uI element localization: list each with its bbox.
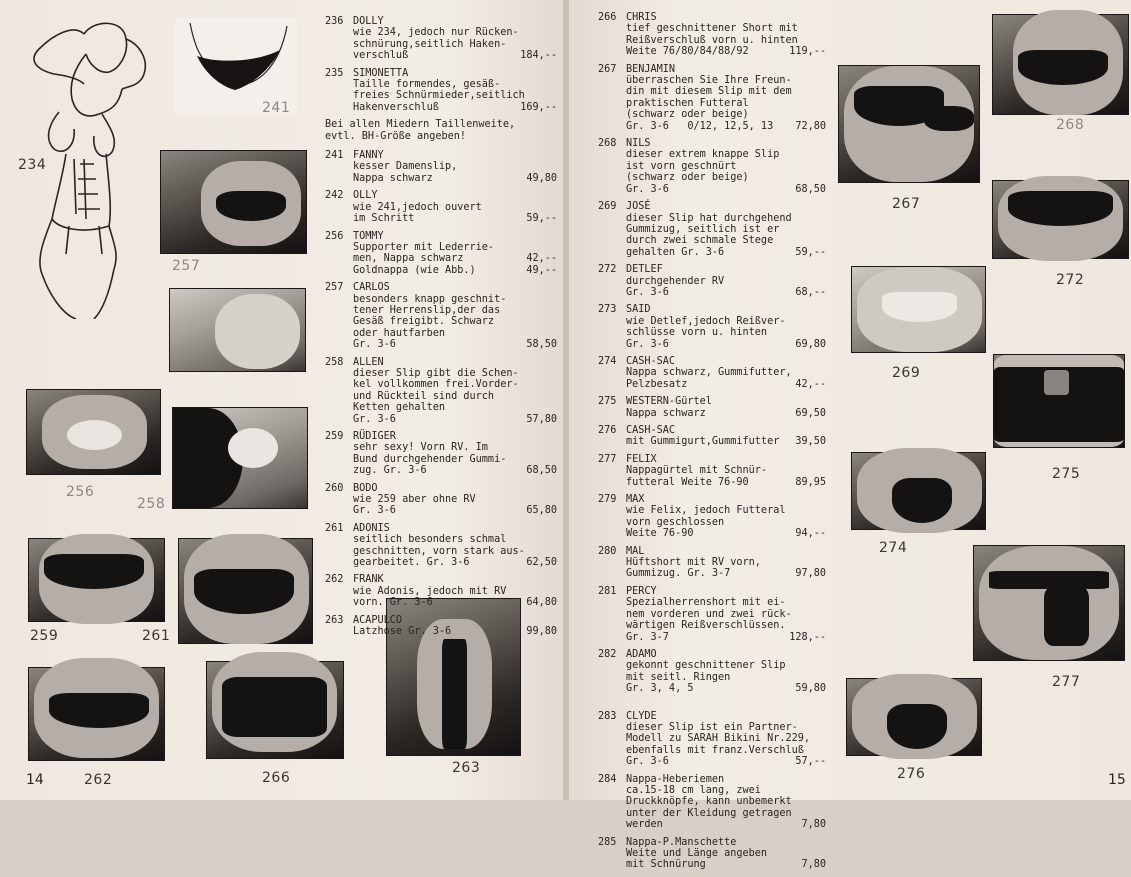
figure-label-272: 272: [1056, 272, 1085, 288]
entry-number: 280: [598, 545, 617, 557]
entry-description-line: dieser Slip ist ein Partner-: [626, 721, 798, 733]
catalog-entry: [325, 523, 557, 569]
entry-price: 57,--: [795, 756, 826, 768]
photo-256: [26, 389, 161, 475]
entry-description-line: (schwarz oder beige): [626, 172, 749, 184]
figure-label-277: 277: [1052, 674, 1081, 690]
entry-description-line: Gesäß freigibt. Schwarz: [353, 316, 495, 328]
page-number-right: 15: [1108, 772, 1126, 788]
entry-name: Nappa-P.Manschette: [626, 836, 737, 848]
entry-size-line: Gr. 3-6: [353, 339, 396, 351]
catalog-entry: [598, 138, 826, 195]
entry-name: PERCY: [626, 585, 657, 597]
entry-price: 64,80: [526, 597, 557, 609]
entry-number: 276: [598, 425, 617, 436]
catalog-entry: [598, 494, 826, 540]
entry-number: 277: [598, 453, 617, 465]
entry-size-line: Gr. 3-6 0/12, 12,5, 13: [626, 120, 774, 132]
entry-number: 257: [325, 282, 344, 294]
entry-price: 94,--: [795, 528, 826, 540]
figure-label-259: 259: [30, 628, 59, 644]
figure-label-276: 276: [897, 766, 926, 782]
entry-name: CLYDE: [626, 710, 657, 722]
entry-name: ADONIS: [353, 522, 390, 534]
entry-price: 58,50: [526, 339, 557, 351]
entry-price: 69,80: [795, 338, 826, 350]
entry-name: SAID: [626, 304, 651, 316]
photo-276: [846, 678, 982, 756]
entry-price: 62,50: [526, 557, 557, 569]
entry-price: 59,--: [795, 246, 826, 258]
photo-241: [175, 18, 297, 113]
catalog-entry: [325, 282, 557, 350]
entry-name: FRANK: [353, 574, 384, 586]
catalog-entry: [325, 150, 557, 184]
entry-description-line: tief geschnittener Short mit: [626, 23, 798, 35]
catalog-entry: [598, 396, 826, 419]
entry-description-line: kesser Damenslip,: [353, 161, 458, 173]
entry-price: 7,80: [801, 819, 826, 831]
entry-number: 266: [598, 12, 617, 23]
entry-size-line: gearbeitet. Gr. 3-6: [353, 557, 470, 569]
left-catalog-column: [325, 16, 557, 644]
sizing-note: Bei allen Miedern Taillenweite, evtl. BH-Größe angeben!: [325, 119, 516, 142]
figure-label-275: 275: [1052, 466, 1081, 482]
catalog-entry: [325, 615, 557, 638]
entry-number: 261: [325, 522, 344, 534]
entry-size-line: Gr. 3-6: [353, 505, 396, 517]
entry-number: 279: [598, 494, 617, 506]
entry-name: MAX: [626, 494, 645, 506]
entry-number: 273: [598, 304, 617, 316]
entry-description-line: Nappa schwarz, Gummifutter,: [626, 367, 792, 379]
entry-price: 128,--: [789, 631, 826, 643]
entry-description-line: besonders knapp geschnit-: [353, 293, 507, 305]
entry-description-line: (schwarz oder beige): [626, 109, 749, 121]
entry-description-line: Nappagürtel mit Schnür-: [626, 465, 768, 477]
catalog-entry: [598, 304, 826, 350]
figure-label-261: 261: [142, 628, 171, 644]
catalog-entry: [598, 649, 826, 695]
entry-size-line: vorn. Gr. 3-6: [353, 597, 433, 609]
photo-272: [992, 180, 1129, 259]
catalog-entry: [598, 774, 826, 831]
entry-name: CASH-SAC: [626, 425, 676, 436]
entry-description-line: wie Adonis, jedoch mit RV: [353, 585, 507, 597]
entry-description-line: Ketten gehalten: [353, 402, 446, 414]
entry-price: 42,--: [526, 253, 557, 265]
catalog-entry: 236 DOLLY wie 234, jedoch nur Rücken- schnürung,seitlich Haken- verschluß 184,--: [325, 16, 557, 62]
photo-275: [993, 354, 1125, 448]
entry-number: 282: [598, 648, 617, 660]
entry-description-line: sehr sexy! Vorn RV. Im: [353, 442, 488, 454]
photo-277: [973, 545, 1125, 661]
entry-size-line: Goldnappa (wie Abb.): [353, 264, 476, 276]
catalog-entry: [598, 837, 826, 871]
entry-description-line: vorn geschlossen: [626, 516, 725, 528]
entry-description-line: ebenfalls mit franz.Verschluß: [626, 744, 804, 756]
entry-size-line: Gr. 3-6: [353, 413, 396, 425]
catalog-entry: [598, 201, 826, 258]
entry-name: DETLEF: [626, 264, 663, 276]
entry-size-line: Gummizug. Gr. 3-7: [626, 568, 731, 580]
entry-name: CARLOS: [353, 282, 390, 294]
entry-number: 241: [325, 150, 344, 162]
entry-description-line: Gummizug, seitlich ist er: [626, 223, 780, 235]
catalog-entry: [598, 356, 826, 390]
entry-name: OLLY: [353, 190, 378, 202]
entry-name: FANNY: [353, 150, 384, 162]
entry-price: 72,80: [795, 120, 826, 132]
entry-description-line: tener Herrenslip,der das: [353, 304, 501, 316]
entry-description-line: schlüsse vorn u. hinten: [626, 327, 768, 339]
entry-price: 68,--: [795, 286, 826, 298]
entry-size-line: werden: [626, 819, 663, 831]
catalog-entry: [598, 425, 826, 448]
entry-description-line: wie 259 aber ohne RV: [353, 494, 476, 506]
entry-description-line: nem vorderen und zwei rück-: [626, 608, 792, 620]
catalog-entry: [325, 483, 557, 517]
entry-number: 268: [598, 138, 617, 150]
entry-size-line: Latzhose Gr. 3-6: [353, 626, 452, 638]
entry-name: CHRIS: [626, 12, 657, 23]
photo-261: [178, 538, 313, 644]
entry-name: RÜDIGER: [353, 431, 396, 442]
entry-description-line: durchgehender RV: [626, 275, 725, 287]
entry-description-line: Druckknöpfe, kann unbemerkt: [626, 796, 792, 808]
figure-label-241: 241: [262, 100, 291, 116]
entry-size-line: Gr. 3-6: [626, 338, 669, 350]
entry-size-line: mit Schnürung: [626, 859, 706, 871]
entry-description-line: Supporter mit Lederrie-: [353, 241, 495, 253]
entry-size-line: Gr. 3-6: [626, 756, 669, 768]
entry-description-line: oder hautfarben: [353, 327, 446, 339]
catalog-entry: [325, 357, 557, 425]
entry-price: 59,80: [795, 683, 826, 695]
entry-name: FELIX: [626, 453, 657, 465]
photo-258: [172, 407, 308, 509]
entry-name: WESTERN-Gürtel: [626, 396, 712, 408]
entry-price: 49,80: [526, 172, 557, 184]
entry-description-line: Modell zu SARAH Bikini Nr.229,: [626, 733, 811, 745]
catalog-entry: [598, 64, 826, 132]
entry-price: 99,80: [526, 626, 557, 638]
entry-size-line: Nappa schwarz: [353, 172, 433, 184]
entry-name: MAL: [626, 545, 645, 557]
catalog-entry: [598, 586, 826, 643]
entry-size-line: Gr. 3, 4, 5: [626, 683, 694, 695]
entry-description-line: dieser Slip gibt die Schen-: [353, 367, 519, 379]
catalog-entry: [598, 546, 826, 580]
figure-label-262: 262: [84, 772, 113, 788]
entry-price: 39,50: [795, 436, 826, 448]
entry-description-line: gekonnt geschnittener Slip: [626, 660, 786, 672]
entry-name: ADAMO: [626, 648, 657, 660]
entry-size-line: Weite 76-90: [626, 528, 694, 540]
entry-description-line: wie Detlef,jedoch Reißver-: [626, 315, 786, 327]
entry-name: JOSÉ: [626, 201, 651, 213]
entry-name: TOMMY: [353, 230, 384, 242]
entry-price: 69,50: [795, 407, 826, 419]
entry-name: CASH-SAC: [626, 355, 676, 367]
entry-description-line: geschnitten, vorn stark aus-: [353, 545, 525, 557]
entry-description-line: praktischen Futteral: [626, 97, 749, 109]
entry-name: ALLEN: [353, 356, 384, 368]
photo-266: [206, 661, 344, 759]
entry-number: 260: [325, 482, 344, 494]
catalog-entry: [325, 431, 557, 477]
entry-number: 274: [598, 355, 617, 367]
figure-label-266: 266: [262, 770, 291, 786]
entry-price: 42,--: [795, 378, 826, 390]
entry-name: ACAPULCO: [353, 614, 403, 626]
catalog-entry: [598, 454, 826, 488]
entry-description-line: Bund durchgehender Gummi-: [353, 453, 507, 465]
entry-size-line: Pelzbesatz: [626, 378, 688, 390]
entry-number: 283: [598, 710, 617, 722]
entry-size-line: Nappa schwarz: [626, 407, 706, 419]
entry-size-line: mit Gummigurt,Gummifutter: [626, 436, 780, 448]
right-entries-list: [598, 12, 826, 871]
entry-description-line: ist vorn geschnürt: [626, 160, 737, 172]
entry-name: BODO: [353, 482, 378, 494]
entry-description-line: seitlich besonders schmal: [353, 534, 507, 546]
photo-274: [851, 452, 986, 530]
entry-size-line: futteral Weite 76-90: [626, 476, 749, 488]
entry-description-line: din mit diesem Slip mit dem: [626, 86, 792, 98]
catalog-entry: [598, 12, 826, 58]
photo-267: [838, 65, 980, 183]
photo-269: [851, 266, 986, 353]
entry-description-line: überraschen Sie Ihre Freun-: [626, 75, 792, 87]
figure-label-263: 263: [452, 760, 481, 776]
catalog-entry: [598, 264, 826, 298]
figure-label-257: 257: [172, 258, 201, 274]
entry-description-line: unter der Kleidung getragen: [626, 807, 792, 819]
entry-size-line: zug. Gr. 3-6: [353, 465, 427, 477]
entry-size-line: Gr. 3-6: [626, 183, 669, 195]
catalog-entry: [325, 190, 557, 224]
entry-description-line: dieser extrem knappe Slip: [626, 149, 780, 161]
entry-size-line: gehalten Gr. 3-6: [626, 246, 725, 258]
entry-number: 267: [598, 63, 617, 75]
entry-size-line: Weite 76/80/84/88/92: [626, 46, 749, 58]
figure-label-269: 269: [892, 365, 921, 381]
entry-size-line: Gr. 3-7: [626, 631, 669, 643]
entry-number: 242: [325, 190, 344, 202]
entry-description-line: Weite und Länge angeben: [626, 848, 768, 859]
entry-name: NILS: [626, 138, 651, 150]
entry-name: Nappa-Heberiemen: [626, 773, 725, 785]
entry-price: 68,50: [795, 183, 826, 195]
entry-description-line: Spezialherrenshort mit ei-: [626, 597, 786, 609]
entry-price: 49,--: [526, 264, 557, 276]
entry-price: 65,80: [526, 505, 557, 517]
figure-label-267: 267: [892, 196, 921, 212]
figure-label-258: 258: [137, 496, 166, 512]
entry-number: 272: [598, 264, 617, 276]
figure-label-274: 274: [879, 540, 908, 556]
photo-268: [992, 14, 1129, 115]
entry-description-line: und Rückteil sind durch: [353, 390, 495, 402]
entry-number: 285: [598, 836, 617, 848]
figure-label-268: 268: [1056, 117, 1085, 133]
figure-label-234: 234: [18, 157, 47, 173]
catalog-entry: [598, 711, 826, 768]
entry-price: 68,50: [526, 465, 557, 477]
catalog-entry: [325, 574, 557, 608]
entry-description-line: ca.15-18 cm lang, zwei: [626, 784, 761, 796]
entry-price: 7,80: [801, 859, 826, 871]
entry-number: 258: [325, 356, 344, 368]
page-number-left: 14: [26, 772, 44, 788]
entry-number: 269: [598, 201, 617, 213]
entry-name: BENJAMIN: [626, 63, 676, 75]
entry-number: 275: [598, 396, 617, 408]
entry-price: 59,--: [526, 213, 557, 225]
entry-number: 262: [325, 574, 344, 586]
entry-description-line: dieser Slip hat durchgehend: [626, 212, 792, 224]
entry-price: 57,80: [526, 413, 557, 425]
entry-price: 89,95: [795, 476, 826, 488]
entry-description-line: Reißverschluß vorn u. hinten: [626, 34, 798, 46]
entry-number: 284: [598, 773, 617, 785]
entry-number: 256: [325, 230, 344, 242]
entry-description-line: wärtigen Reißverschlüssen.: [626, 620, 786, 632]
left-entries-list: [325, 150, 557, 637]
entry-size-line: im Schritt: [353, 213, 415, 225]
entry-description-line: mit seitl. Ringen: [626, 671, 731, 683]
photo-257-front: [160, 150, 307, 254]
entry-price: 97,80: [795, 568, 826, 580]
entry-price: 119,--: [789, 46, 826, 58]
entry-number: 263: [325, 614, 344, 626]
entry-description-line: durch zwei schmale Stege: [626, 235, 774, 247]
entry-number: 281: [598, 585, 617, 597]
entry-size-line: men, Nappa schwarz: [353, 253, 464, 265]
entry-description-line: kel vollkommen frei.Vorder-: [353, 379, 519, 391]
entry-description-line: wie Felix, jedoch Futteral: [626, 505, 786, 517]
entry-description-line: Hüftshort mit RV vorn,: [626, 557, 761, 569]
entry-size-line: Gr. 3-6: [626, 286, 669, 298]
entry-number: 259: [325, 431, 344, 442]
photo-262: [28, 667, 165, 761]
catalog-entry: 235 SIMONETTA Taille formendes, gesäß- freies Schnürmieder,seitlich Hakenverschluß 169,--: [325, 67, 557, 113]
photo-259: [28, 538, 165, 622]
catalog-entry: [325, 231, 557, 277]
figure-label-256: 256: [66, 484, 95, 500]
photo-257-back: [169, 288, 306, 372]
entry-description-line: wie 241,jedoch ouvert: [353, 201, 482, 213]
right-catalog-column: [598, 12, 826, 877]
